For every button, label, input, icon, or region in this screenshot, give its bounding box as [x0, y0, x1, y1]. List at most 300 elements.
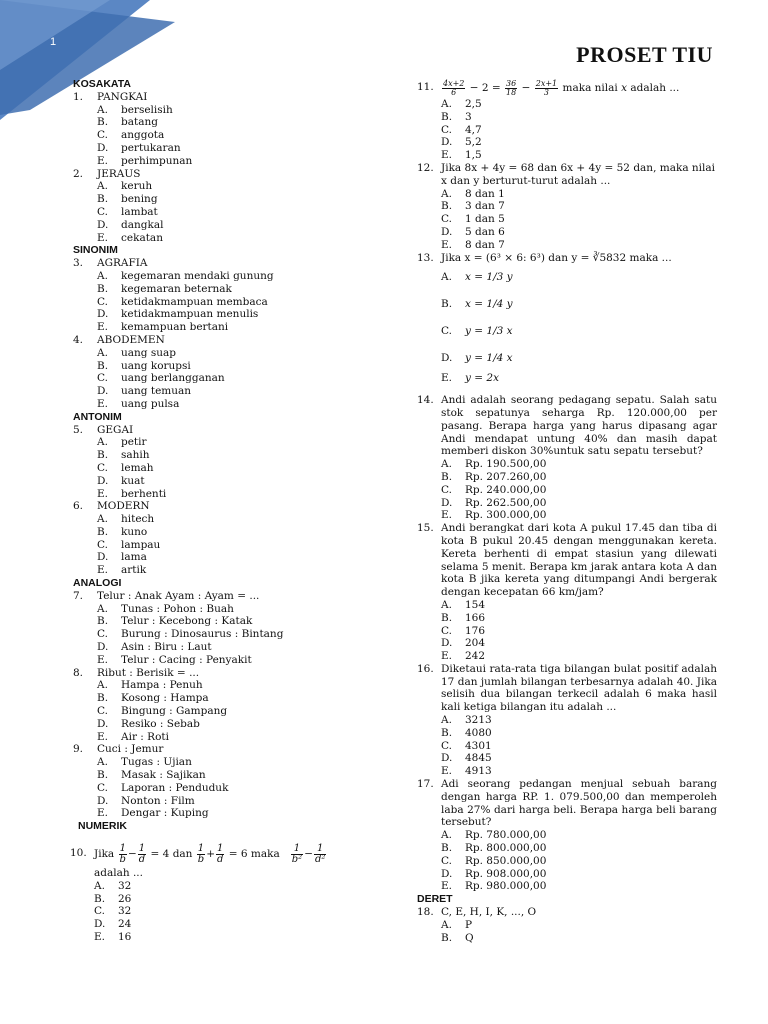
- option-letter: B.: [97, 449, 109, 462]
- section-kosakata: KOSAKATA: [73, 78, 131, 90]
- answer-option: [97, 615, 363, 628]
- option-letter: D.: [97, 641, 109, 654]
- option-text: P: [465, 918, 473, 931]
- option-list: [97, 679, 363, 743]
- answer-option: [441, 188, 717, 201]
- option-letter: C.: [441, 624, 452, 637]
- question-text: Andi berangkat dari kota A pukul 17.45 dan tiba di kota B pukul 20.45 dengan menggunakan kereta. Kereta berhenti di empat stasiun yang dilewati selama 5 menit. Berapa km jarak antara kota A dan kota B jika kereta yang ditumpangi Andi bergerak dengan kecepatan 66 km/jam?: [441, 522, 717, 599]
- answer-option: [441, 740, 717, 753]
- answer-option: [97, 347, 363, 360]
- option-letter: B.: [97, 692, 109, 705]
- question-number: 5.: [73, 423, 84, 436]
- option-letter: E.: [441, 149, 453, 162]
- q11-eq-b: −: [521, 82, 531, 94]
- option-text: Rp. 207.260,00: [465, 470, 547, 483]
- question-text: JERAUS: [97, 167, 141, 180]
- option-text: Dengar : Kuping: [121, 807, 209, 820]
- answer-option: [97, 270, 363, 283]
- question-tail: adalah ...: [94, 867, 143, 880]
- option-letter: A.: [441, 918, 452, 931]
- fraction: $\frac{1}{b}$: [197, 842, 205, 865]
- question-number: 6.: [73, 500, 84, 513]
- option-letter: D.: [441, 867, 453, 880]
- fraction: $\frac{1}{\text{d²}}$: [315, 842, 326, 865]
- option-text: 26: [118, 892, 132, 905]
- question-5: [73, 424, 363, 501]
- answer-option: [97, 360, 363, 373]
- option-list: [97, 513, 363, 577]
- option-letter: B.: [97, 359, 109, 372]
- option-list: [441, 599, 717, 663]
- answer-option: [441, 149, 717, 162]
- answer-option: [441, 345, 717, 372]
- option-letter: E.: [97, 807, 109, 820]
- question-text: Telur : Anak Ayam : Ayam = ...: [97, 589, 260, 602]
- option-text: Rp. 190.500,00: [465, 458, 547, 471]
- option-text: ketidakmampuan menulis: [121, 308, 259, 321]
- option-text: 5,2: [465, 136, 482, 149]
- option-list: [97, 436, 363, 500]
- question-11: [417, 78, 717, 162]
- answer-option: [441, 637, 717, 650]
- option-letter: B.: [441, 726, 453, 739]
- option-letter: E.: [97, 154, 109, 167]
- answer-option: [97, 756, 363, 769]
- option-letter: C.: [441, 325, 452, 338]
- option-letter: E.: [97, 231, 109, 244]
- option-text: uang berlangganan: [121, 372, 225, 385]
- option-letter: A.: [441, 271, 452, 284]
- option-letter: A.: [97, 602, 108, 615]
- option-text: Rp. 262.500,00: [465, 496, 547, 509]
- question-number: 16.: [417, 662, 434, 675]
- option-text: 32: [118, 879, 132, 892]
- answer-option: [97, 718, 363, 731]
- answer-option: [441, 264, 717, 291]
- answer-option: [441, 868, 717, 881]
- question-number: 2.: [73, 167, 84, 180]
- option-letter: A.: [97, 679, 108, 692]
- option-letter: C.: [97, 538, 108, 551]
- answer-option: [441, 213, 717, 226]
- option-letter: B.: [97, 615, 109, 628]
- answer-option: [97, 296, 363, 309]
- page-number: 1: [50, 36, 57, 48]
- q10-eq1: = 4: [150, 848, 170, 861]
- question-text: PANGKAI: [97, 90, 148, 103]
- option-text: 8 dan 7: [465, 238, 505, 251]
- answer-option: [97, 539, 363, 552]
- answer-option: [441, 497, 717, 510]
- option-text: lambat: [121, 205, 158, 218]
- option-text: Resiko : Sebab: [121, 717, 200, 730]
- option-text: lampau: [121, 538, 161, 551]
- option-text: Rp. 300.000,00: [465, 509, 547, 522]
- answer-option: [441, 650, 717, 663]
- fraction: $\frac{2x+1}{3}$: [535, 78, 558, 97]
- option-text: 24: [118, 918, 132, 931]
- option-letter: B.: [441, 298, 453, 311]
- question-number: 13.: [417, 251, 434, 264]
- option-text: kegemaran mendaki gunung: [121, 269, 274, 282]
- option-text: 242: [465, 650, 486, 663]
- option-letter: D.: [441, 496, 453, 509]
- answer-option: [97, 692, 363, 705]
- question-text: Adi seorang pedangan menjual sebuah barang dengan harga RP. 1. 079.500,00 dan memperoleh laba 27% dari harga beli. Berapa harga beli barang tersebut?: [441, 778, 717, 829]
- answer-option: [97, 628, 363, 641]
- answer-option: [441, 471, 717, 484]
- section-sinonim: SINONIM: [73, 244, 118, 257]
- answer-option: [97, 180, 363, 193]
- answer-option: [97, 385, 363, 398]
- option-text: Rp. 780.000,00: [465, 829, 547, 842]
- option-text: 1,5: [465, 149, 482, 162]
- answer-option: [97, 142, 363, 155]
- option-letter: B.: [441, 470, 453, 483]
- option-letter: B.: [441, 200, 453, 213]
- option-text: dangkal: [121, 218, 164, 231]
- question-text: [441, 78, 717, 98]
- option-letter: C.: [441, 739, 452, 752]
- question-number: 11.: [417, 81, 434, 93]
- option-text: 4913: [465, 765, 492, 778]
- option-text: Rp. 850.000,00: [465, 854, 547, 867]
- option-text: artik: [121, 564, 147, 577]
- option-letter: A.: [441, 187, 452, 200]
- answer-option: [97, 551, 363, 564]
- answer-option: [97, 564, 363, 577]
- option-letter: C.: [94, 905, 105, 918]
- option-list: [441, 188, 717, 252]
- option-letter: E.: [441, 880, 453, 893]
- answer-option: [97, 372, 363, 385]
- option-letter: E.: [441, 372, 453, 385]
- option-text: 2,5: [465, 98, 482, 110]
- option-letter: C.: [97, 129, 108, 142]
- answer-option: [441, 752, 717, 765]
- question-13: [417, 252, 717, 386]
- option-letter: C.: [97, 628, 108, 641]
- question-10: [70, 841, 363, 944]
- section-antonim: ANTONIM: [73, 410, 122, 423]
- option-text: anggota: [121, 129, 165, 142]
- option-text: Bingung : Gampang: [121, 705, 228, 718]
- question-number: 7.: [73, 589, 84, 602]
- option-letter: A.: [441, 829, 452, 842]
- question-4: [73, 334, 363, 411]
- option-letter: D.: [97, 141, 109, 154]
- document-title: PROSET TIU: [576, 42, 713, 67]
- answer-option: [94, 893, 363, 906]
- option-letter: D.: [441, 136, 453, 149]
- answer-option: [97, 795, 363, 808]
- question-6: [73, 500, 363, 577]
- option-letter: D.: [441, 637, 453, 650]
- option-text: Q: [465, 931, 474, 944]
- answer-option: [441, 239, 717, 252]
- option-letter: C.: [441, 123, 452, 136]
- option-letter: B.: [441, 931, 453, 944]
- answer-option: [441, 714, 717, 727]
- option-list: [97, 347, 363, 411]
- option-text: Tugas : Ujian: [121, 756, 192, 769]
- option-text: 4301: [465, 739, 492, 752]
- fraction: $\frac{4x+2}{6}$: [443, 78, 465, 97]
- answer-option: [97, 129, 363, 142]
- option-text: 3: [465, 110, 472, 123]
- option-letter: D.: [97, 474, 109, 487]
- option-letter: A.: [97, 346, 108, 359]
- option-letter: E.: [97, 397, 109, 410]
- option-list: [441, 714, 717, 778]
- option-text: Masak : Sajikan: [121, 769, 206, 782]
- option-text: 3213: [465, 714, 492, 727]
- fraction: $\frac{1}{\text{b²}}$: [291, 842, 303, 865]
- answer-option: [97, 769, 363, 782]
- option-letter: E.: [97, 653, 109, 666]
- option-letter: E.: [441, 238, 453, 251]
- option-list: [441, 458, 717, 522]
- answer-option: [441, 842, 717, 855]
- answer-option: [441, 599, 717, 612]
- answer-option: [441, 98, 717, 111]
- option-letter: E.: [441, 650, 453, 663]
- option-letter: B.: [97, 193, 109, 206]
- option-text: uang suap: [121, 346, 176, 359]
- option-text: lemah: [121, 461, 154, 474]
- question-number: 15.: [417, 522, 434, 535]
- option-list: [94, 880, 363, 944]
- question-text: C, E, H, I, K, ..., O: [441, 906, 537, 919]
- answer-option: [441, 372, 717, 385]
- question-15: [417, 522, 717, 663]
- answer-option: [97, 705, 363, 718]
- option-letter: D.: [97, 794, 109, 807]
- answer-option: [97, 654, 363, 667]
- option-list: [441, 264, 717, 385]
- option-text: berselisih: [121, 103, 173, 116]
- answer-option: [94, 918, 363, 931]
- question-text: MODERN: [97, 500, 150, 513]
- right-column: [417, 78, 717, 944]
- answer-option: [97, 782, 363, 795]
- option-letter: B.: [441, 110, 453, 123]
- option-text: x = 1/3 y: [465, 271, 513, 284]
- option-text: sahih: [121, 449, 150, 462]
- option-list: [441, 98, 717, 162]
- q10-eq2: = 6: [228, 848, 248, 861]
- question-number: 1.: [73, 90, 84, 103]
- answer-option: [97, 283, 363, 296]
- question-number: 4.: [73, 333, 84, 346]
- option-text: berhenti: [121, 487, 167, 500]
- option-list: [97, 180, 363, 244]
- option-letter: A.: [97, 756, 108, 769]
- option-letter: A.: [94, 879, 105, 892]
- answer-option: [441, 855, 717, 868]
- option-text: 1 dan 5: [465, 213, 505, 226]
- option-list: [441, 919, 717, 945]
- option-letter: D.: [97, 385, 109, 398]
- option-letter: B.: [441, 842, 453, 855]
- option-letter: B.: [97, 769, 109, 782]
- answer-option: [97, 641, 363, 654]
- answer-option: [97, 488, 363, 501]
- answer-option: [97, 193, 363, 206]
- answer-option: [441, 200, 717, 213]
- answer-option: [441, 727, 717, 740]
- option-text: perhimpunan: [121, 154, 193, 167]
- q10-mid: dan: [172, 848, 193, 861]
- option-letter: D.: [94, 918, 106, 931]
- answer-option: [441, 612, 717, 625]
- option-text: Nonton : Film: [121, 794, 195, 807]
- option-text: Rp. 800.000,00: [465, 842, 547, 855]
- answer-option: [441, 318, 717, 345]
- option-letter: A.: [441, 458, 452, 471]
- answer-option: [97, 513, 363, 526]
- answer-option: [441, 625, 717, 638]
- option-text: 154: [465, 598, 486, 611]
- option-letter: C.: [97, 372, 108, 385]
- option-text: batang: [121, 116, 158, 129]
- option-text: kegemaran beternak: [121, 282, 232, 295]
- option-letter: C.: [441, 483, 452, 496]
- option-letter: C.: [441, 854, 452, 867]
- answer-option: [97, 219, 363, 232]
- q11-post: maka nilai: [562, 82, 618, 94]
- question-number: 18.: [417, 906, 434, 919]
- option-text: kuno: [121, 525, 148, 538]
- option-letter: A.: [441, 98, 452, 110]
- option-text: lama: [121, 551, 147, 564]
- answer-option: [97, 731, 363, 744]
- option-letter: E.: [441, 765, 453, 778]
- answer-option: [94, 905, 363, 918]
- option-letter: A.: [441, 714, 452, 727]
- section-analogi: ANALOGI: [73, 577, 122, 590]
- answer-option: [97, 155, 363, 168]
- option-text: Kosong : Hampa: [121, 692, 209, 705]
- option-text: y = 2x: [465, 372, 500, 385]
- answer-option: [441, 458, 717, 471]
- option-letter: E.: [97, 487, 109, 500]
- question-number: 3.: [73, 257, 84, 270]
- option-letter: C.: [97, 295, 108, 308]
- question-3: [73, 257, 363, 334]
- option-text: Burung : Dinosaurus : Bintang: [121, 628, 284, 641]
- answer-option: [441, 509, 717, 522]
- answer-option: [97, 807, 363, 820]
- question-text: Ribut : Berisik = ...: [97, 666, 200, 679]
- question-7: [73, 590, 363, 667]
- option-text: 4845: [465, 752, 492, 765]
- option-text: Rp. 908.000,00: [465, 867, 547, 880]
- option-letter: A.: [97, 436, 108, 449]
- option-letter: B.: [441, 611, 453, 624]
- question-18: [417, 906, 717, 944]
- question-text: Jika $\frac{1}{b}$ − $\frac{1}{d}$ = 4 dan $\frac{1}{b}$ + $\frac{1}{d}$ = 6 maka $\frac{1}{\text{b²}}$ − $\frac{1}{\text{d²}}$: [94, 842, 326, 865]
- option-text: pertukaran: [121, 141, 181, 154]
- answer-option: [97, 104, 363, 117]
- option-list: [441, 829, 717, 893]
- option-text: keruh: [121, 180, 153, 193]
- question-9: [73, 743, 363, 820]
- option-text: ketidakmampuan membaca: [121, 295, 268, 308]
- question-16: [417, 663, 717, 778]
- q10-post: maka: [250, 848, 280, 861]
- option-text: kuat: [121, 474, 145, 487]
- option-letter: E.: [94, 931, 106, 943]
- option-text: Hampa : Penuh: [121, 679, 203, 692]
- answer-option: [94, 931, 363, 944]
- option-list: [97, 756, 363, 820]
- option-letter: A.: [97, 513, 108, 526]
- option-text: 3 dan 7: [465, 200, 505, 213]
- option-text: uang korupsi: [121, 359, 191, 372]
- question-number: 17.: [417, 778, 434, 791]
- fraction: $\frac{36}{18}$: [506, 78, 517, 97]
- q11-eq-a: − 2 =: [469, 82, 501, 94]
- question-text: Diketaui rata-rata tiga bilangan bulat positif adalah 17 dan jumlah bilangan terbesarnya adalah 40. Jika selisih dua bilangan terkecil adalah 6 maka hasil kali ketiga bilangan itu adalah ...: [441, 662, 717, 714]
- answer-option: [97, 308, 363, 321]
- option-text: 4,7: [465, 123, 482, 136]
- option-text: uang pulsa: [121, 397, 180, 410]
- answer-option: [97, 436, 363, 449]
- option-letter: C.: [97, 705, 108, 718]
- answer-option: [441, 932, 717, 945]
- option-text: 8 dan 1: [465, 187, 505, 200]
- option-list: [97, 603, 363, 667]
- option-letter: C.: [97, 461, 108, 474]
- option-letter: E.: [97, 321, 109, 334]
- fraction: $\frac{1}{d}$: [138, 842, 146, 865]
- question-number: 8.: [73, 666, 84, 679]
- question-number: 9.: [73, 743, 84, 756]
- answer-option: [94, 880, 363, 893]
- question-number: 12.: [417, 161, 434, 174]
- option-text: Rp. 980.000,00: [465, 880, 547, 893]
- question-text: Andi adalah seorang pedagang sepatu. Salah satu stok sepatunya seharga Rp. 120.000,00 per pasang. Berapa harga yang harus dipasang agar Andi mendapat untung 40% dan masih dapat memberi diskon 30%untuk satu sepatu tersebut?: [441, 394, 717, 458]
- option-letter: C.: [97, 781, 108, 794]
- question-14: [417, 394, 717, 522]
- section-deret: DERET: [417, 893, 453, 906]
- answer-option: [441, 291, 717, 318]
- question-number: 14.: [417, 394, 434, 407]
- option-text: Rp. 240.000,00: [465, 483, 547, 496]
- option-text: 204: [465, 637, 486, 650]
- option-text: petir: [121, 436, 147, 449]
- option-text: 32: [118, 905, 132, 918]
- answer-option: [441, 919, 717, 932]
- option-text: 16: [118, 931, 132, 943]
- option-text: Air : Roti: [121, 730, 169, 743]
- option-letter: A.: [441, 598, 452, 611]
- answer-option: [97, 116, 363, 129]
- answer-option: [441, 484, 717, 497]
- question-text: Jika x = (6³ × 6: 6³) dan y = ∛5832 maka ...: [441, 251, 672, 264]
- option-letter: D.: [441, 225, 453, 238]
- answer-option: [97, 449, 363, 462]
- option-letter: B.: [94, 892, 106, 905]
- answer-option: [97, 475, 363, 488]
- option-letter: C.: [97, 205, 108, 218]
- option-text: bening: [121, 193, 158, 206]
- option-text: kemampuan bertani: [121, 321, 229, 334]
- fraction: $\frac{1}{b}$: [119, 842, 126, 865]
- option-letter: D.: [97, 218, 109, 231]
- option-letter: C.: [441, 213, 452, 226]
